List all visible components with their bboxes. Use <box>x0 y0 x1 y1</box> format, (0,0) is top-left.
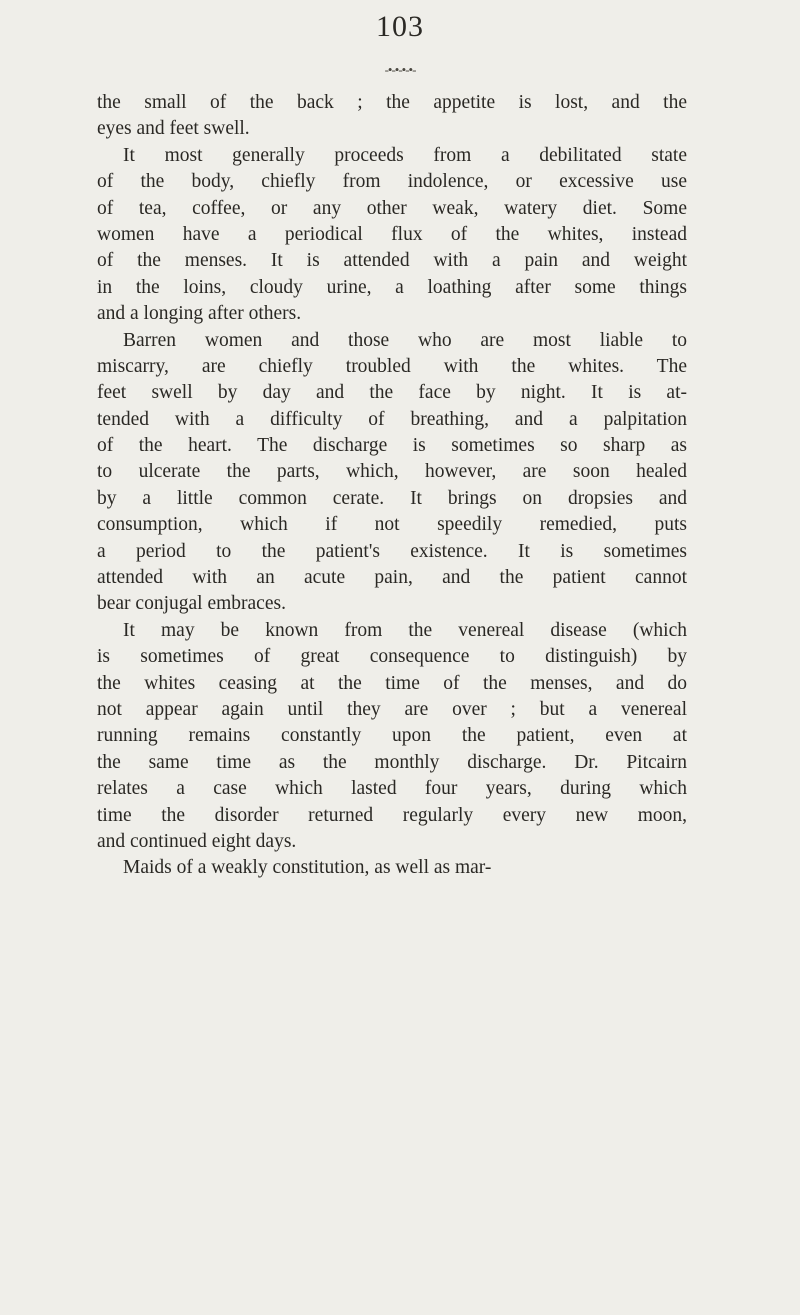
text-line: of the heart. The discharge is sometimes so sharp as <box>97 435 687 457</box>
page-number: 103 <box>376 10 424 43</box>
text-line: Maids of a weakly constitution, as well as mar- <box>123 857 492 879</box>
text-line: feet swell by day and the face by night. It is at- <box>97 382 687 404</box>
text-line: and continued eight days. <box>97 830 297 852</box>
text-line: consumption, which if not speedily remedied, puts <box>97 514 687 536</box>
text-line: bear conjugal embraces. <box>97 593 286 615</box>
text-line: is sometimes of great consequence to distinguish) by <box>97 646 687 668</box>
text-line: not appear again until they are over ; but a venereal <box>97 698 687 720</box>
text-line: eyes and feet swell. <box>97 118 250 140</box>
text-line: attended with an acute pain, and the patient cannot <box>97 567 687 589</box>
text-line: time the disorder returned regularly every new moon, <box>97 804 687 826</box>
text-line: of the body, chiefly from indolence, or excessive use <box>97 171 687 193</box>
text-line: the small of the back ; the appetite is lost, and the <box>97 92 687 113</box>
text-line: miscarry, are chiefly troubled with the whites. The <box>97 355 687 377</box>
text-line: a period to the patient's existence. It is sometimes <box>97 540 687 562</box>
text-line: to ulcerate the parts, which, however, are soon healed <box>97 461 687 483</box>
text-line: in the loins, cloudy urine, a loathing after some things <box>97 276 687 298</box>
text-line: Barren women and those who are most liable to <box>123 329 687 351</box>
text-line: and a longing after others. <box>97 303 302 325</box>
text-line: women have a periodical flux of the whites, instead <box>97 223 687 245</box>
text-line: of the menses. It is attended with a pain and weight <box>97 250 687 272</box>
text-line: tended with a difficulty of breathing, and a palpitation <box>97 408 687 430</box>
text-line: relates a case which lasted four years, during which <box>97 778 687 800</box>
text-line: It may be known from the venereal disease (which <box>123 619 687 641</box>
body-text <box>97 90 687 882</box>
text-line: of tea, coffee, or any other weak, watery diet. Some <box>97 197 687 219</box>
text-line: the same time as the monthly discharge. Dr. Pitcairn <box>97 751 687 773</box>
header-ornament: -•-•-•-•- <box>384 62 416 77</box>
text-line: the whites ceasing at the time of the menses, and do <box>97 672 687 694</box>
text-line: It most generally proceeds from a debilitated state <box>123 144 687 166</box>
text-line: by a little common cerate. It brings on dropsies and <box>97 487 687 509</box>
text-line: running remains constantly upon the patient, even at <box>97 725 687 747</box>
